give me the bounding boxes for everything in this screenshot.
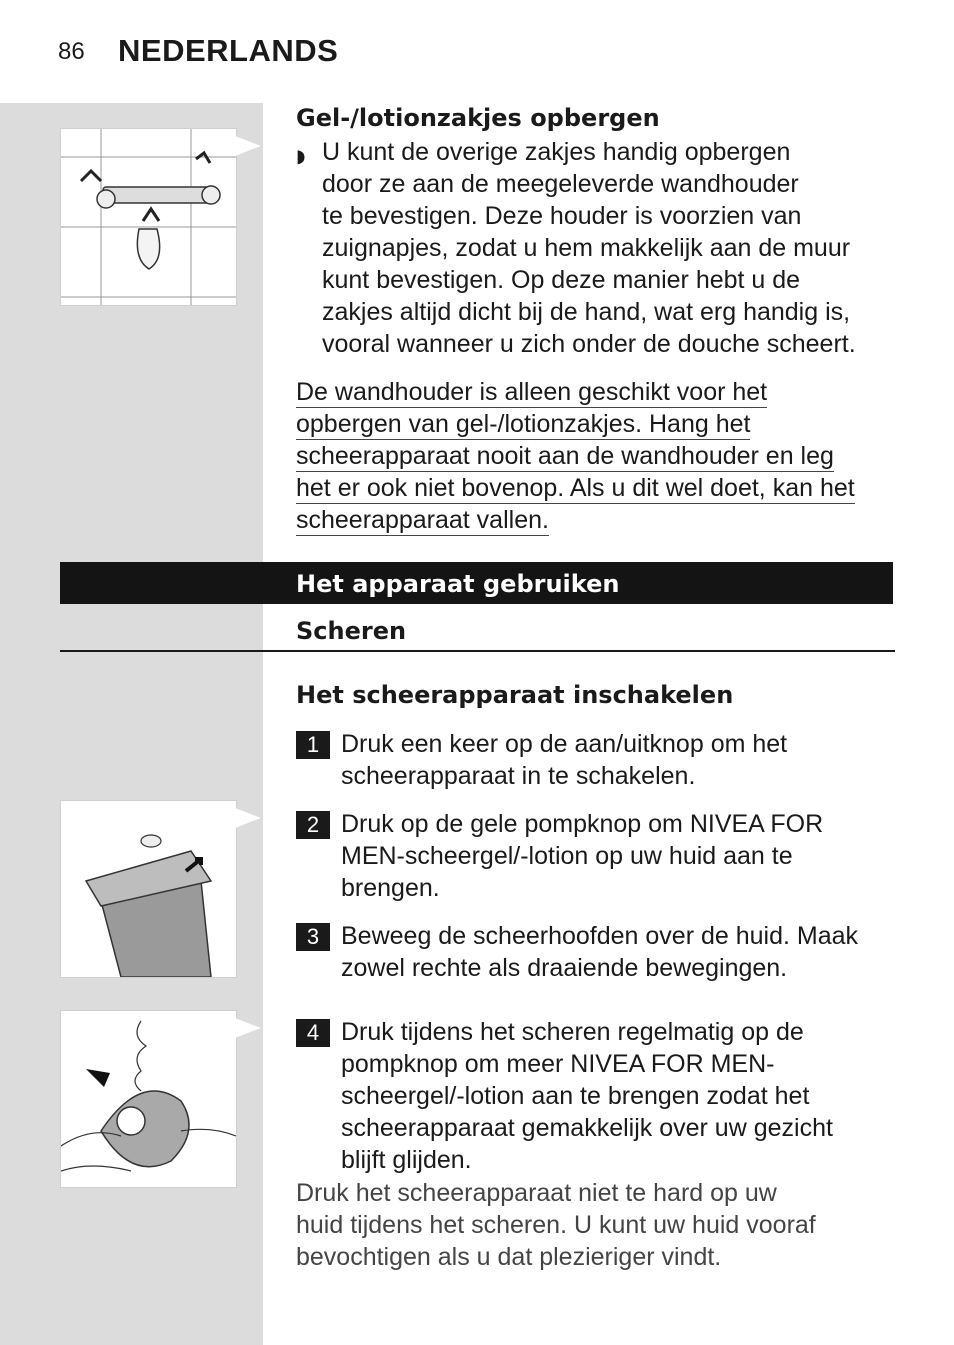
step-text: scheerapparaat gemakkelijk over uw gezicht (341, 1114, 833, 1142)
warning-line: scheerapparaat vallen. (296, 506, 549, 534)
step-text: MEN-scheergel/-lotion op uw huid aan te (341, 842, 793, 870)
step-text: pompknop om meer NIVEA FOR MEN- (341, 1050, 775, 1078)
step-number: 1 (296, 731, 330, 759)
bullet-triangle-icon: ◗ (296, 146, 306, 167)
callout-pointer (235, 808, 261, 828)
note-line: Druk het scheerapparaat niet te hard op uw (296, 1179, 777, 1207)
warning-line: scheerapparaat nooit aan de wandhouder en leg (296, 442, 834, 470)
bullet-line: zuignapjes, zodat u hem makkelijk aan de muur (322, 234, 851, 262)
page-number: 86 (58, 38, 85, 65)
step-number: 4 (296, 1019, 330, 1047)
language-heading: NEDERLANDS (118, 33, 339, 68)
step-text: blijft glijden. (341, 1146, 472, 1174)
divider (60, 650, 895, 652)
step-text: scheergel/-lotion aan te brengen zodat het (341, 1082, 810, 1110)
section-heading-storage: Gel-/lotionzakjes opbergen (296, 104, 660, 132)
step-text: Beweeg de scheerhoofden over de huid. Maak (341, 922, 859, 950)
warning-line: opbergen van gel-/lotionzakjes. Hang het (296, 410, 751, 438)
step-text: Druk een keer op de aan/uitknop om het (341, 730, 788, 758)
callout-pointer (235, 136, 261, 156)
bullet-line: U kunt de overige zakjes handig opbergen (322, 138, 791, 166)
note-line: huid tijdens het scheren. U kunt uw huid vooraf (296, 1211, 816, 1239)
bullet-line: door ze aan de meegeleverde wandhouder (322, 170, 799, 198)
bullet-line: zakjes altijd dicht bij de hand, wat erg handig is, (322, 298, 851, 326)
bullet-line: te bevestigen. Deze houder is voorzien van (322, 202, 802, 230)
step-text: Druk op de gele pompknop om NIVEA FOR (341, 810, 824, 838)
step-text: scheerapparaat in te schakelen. (341, 762, 696, 790)
subheading-shaving: Scheren (296, 617, 407, 645)
callout-pointer (235, 1018, 261, 1038)
wall-holder-illustration (60, 128, 237, 306)
shaver-on-face-illustration (60, 1010, 237, 1188)
bullet-line: vooral wanneer u zich onder de douche scheert. (322, 330, 856, 358)
step-number: 3 (296, 923, 330, 951)
bullet-line: kunt bevestigen. Op deze manier hebt u de (322, 266, 801, 294)
section-bar-title: Het apparaat gebruiken (296, 570, 620, 598)
step-text: brengen. (341, 874, 440, 902)
note-line: bevochtigen als u dat plezieriger vindt. (296, 1243, 722, 1271)
step-number: 2 (296, 811, 330, 839)
step-text: zowel rechte als draaiende bewegingen. (341, 954, 788, 982)
subsubheading-switch-on: Het scheerapparaat inschakelen (296, 681, 734, 709)
warning-line: het er ook niet bovenop. Als u dit wel doet, kan het (296, 474, 855, 502)
shaver-pump-illustration (60, 800, 237, 978)
step-text: Druk tijdens het scheren regelmatig op de (341, 1018, 804, 1046)
warning-line: De wandhouder is alleen geschikt voor het (296, 378, 768, 406)
